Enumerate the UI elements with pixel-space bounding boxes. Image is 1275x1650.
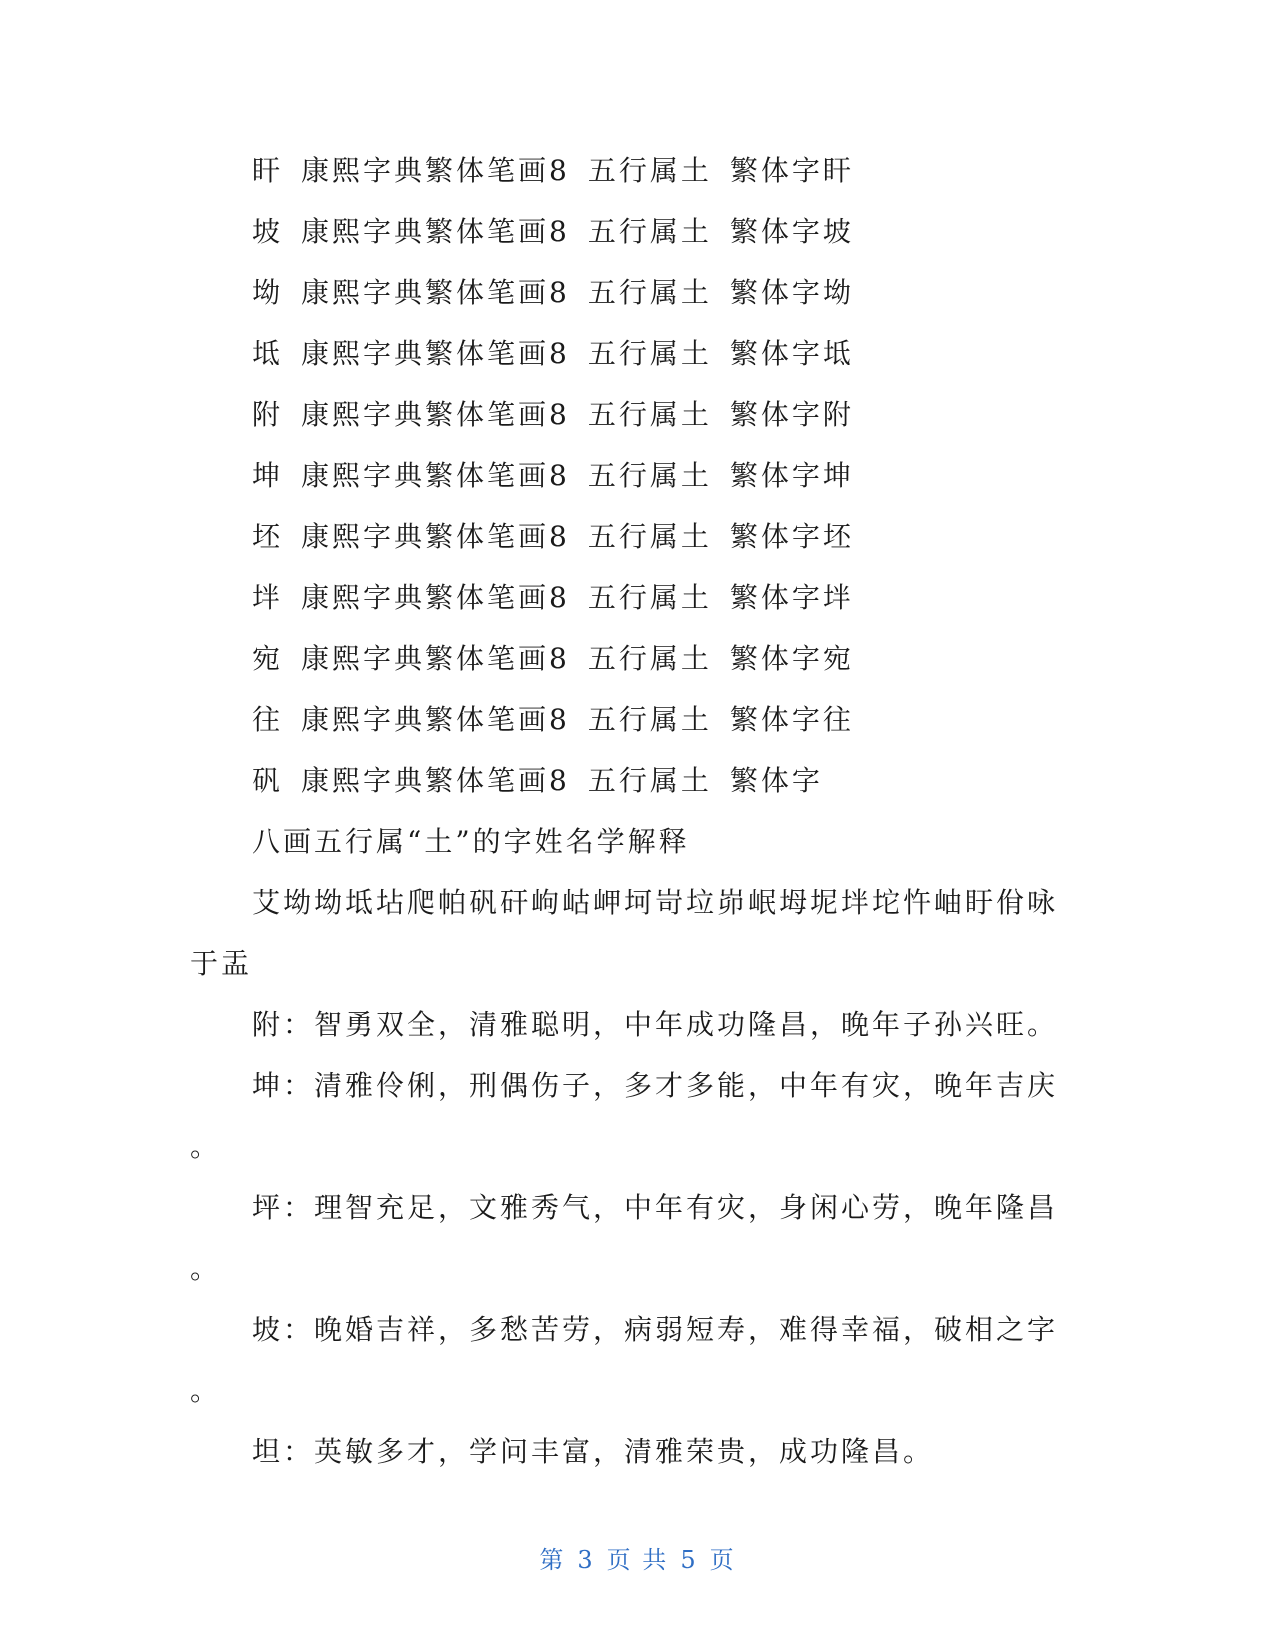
footer-suffix: 页	[709, 1546, 736, 1574]
char-entry	[190, 384, 1070, 445]
entry-element: 五行属土	[587, 215, 712, 248]
entry-element: 五行属土	[587, 154, 712, 187]
entry-char: 矾	[252, 764, 284, 797]
footer-mid: 页 共	[606, 1546, 669, 1574]
entry-element: 五行属土	[587, 398, 712, 431]
entry-trad: 繁体字盰	[729, 154, 854, 187]
entry-desc: 康熙字典繁体笔画8	[301, 215, 570, 248]
char-entry	[190, 445, 1070, 506]
explanation-continuation: 。	[190, 1252, 222, 1285]
entry-desc: 康熙字典繁体笔画8	[301, 459, 570, 492]
entry-desc: 康熙字典繁体笔画8	[301, 337, 570, 370]
entry-char: 往	[252, 703, 284, 736]
entry-desc: 康熙字典繁体笔画8	[301, 764, 570, 797]
footer-current-page: 3	[577, 1546, 595, 1574]
entry-char: 盰	[252, 154, 284, 187]
char-entry	[190, 750, 1070, 811]
char-entry	[190, 323, 1070, 384]
footer-total-pages: 5	[680, 1546, 698, 1574]
entry-element: 五行属土	[587, 642, 712, 675]
document-body	[190, 140, 1070, 1482]
char-entry	[190, 628, 1070, 689]
entry-char: 坤	[252, 459, 284, 492]
entry-desc: 康熙字典繁体笔画8	[301, 642, 570, 675]
entry-trad: 繁体字坢	[729, 581, 854, 614]
entry-element: 五行属土	[587, 337, 712, 370]
char-entry	[190, 262, 1070, 323]
char-entry	[190, 689, 1070, 750]
char-list-line-2: 于盂	[190, 947, 253, 980]
entry-trad: 繁体字坯	[729, 520, 854, 553]
entry-trad: 繁体字	[729, 764, 823, 797]
entry-char: 附	[252, 398, 284, 431]
entry-desc: 康熙字典繁体笔画8	[301, 703, 570, 736]
page-footer	[0, 1540, 1275, 1575]
entry-desc: 康熙字典繁体笔画8	[301, 154, 570, 187]
entry-char: 坡	[252, 215, 284, 248]
explanation-line: 坪：理智充足，文雅秀气，中年有灾，身闲心劳，晚年隆昌	[252, 1191, 1059, 1224]
entry-trad: 繁体字往	[729, 703, 854, 736]
entry-trad: 繁体字坡	[729, 215, 854, 248]
entry-element: 五行属土	[587, 581, 712, 614]
explanation-line: 坤：清雅伶俐，刑偶伤子，多才多能，中年有灾，晚年吉庆	[252, 1069, 1059, 1102]
entry-trad: 繁体字坳	[729, 276, 854, 309]
entry-trad: 繁体字坻	[729, 337, 854, 370]
entry-char: 坯	[252, 520, 284, 553]
entry-element: 五行属土	[587, 276, 712, 309]
entry-char: 坳	[252, 276, 284, 309]
footer-prefix: 第	[539, 1546, 566, 1574]
section-heading: 八画五行属“土”的字姓名学解释	[252, 825, 690, 858]
entry-trad: 繁体字宛	[729, 642, 854, 675]
entry-desc: 康熙字典繁体笔画8	[301, 581, 570, 614]
char-entry	[190, 201, 1070, 262]
entry-element: 五行属土	[587, 764, 712, 797]
entry-element: 五行属土	[587, 520, 712, 553]
entry-char: 坻	[252, 337, 284, 370]
explanation-continuation: 。	[190, 1374, 222, 1407]
char-entry	[190, 506, 1070, 567]
explanation-line: 坡：晚婚吉祥，多愁苦劳，病弱短寿，难得幸福，破相之字	[252, 1313, 1059, 1346]
char-entry	[190, 567, 1070, 628]
entry-char: 坢	[252, 581, 284, 614]
entry-desc: 康熙字典繁体笔画8	[301, 398, 570, 431]
entry-element: 五行属土	[587, 703, 712, 736]
explanation-line: 附：智勇双全，清雅聪明，中年成功隆昌，晚年子孙兴旺。	[252, 1008, 1059, 1041]
entry-desc: 康熙字典繁体笔画8	[301, 520, 570, 553]
entry-desc: 康熙字典繁体笔画8	[301, 276, 570, 309]
explanation-continuation: 。	[190, 1130, 222, 1163]
entry-element: 五行属土	[587, 459, 712, 492]
explanation-line: 坦：英敏多才，学问丰富，清雅荣贵，成功隆昌。	[252, 1435, 935, 1468]
entry-char: 宛	[252, 642, 284, 675]
entry-trad: 繁体字附	[729, 398, 854, 431]
char-entry	[190, 140, 1070, 201]
entry-trad: 繁体字坤	[729, 459, 854, 492]
char-list-line-1: 艾坳坳坻坫爬帕矾矸岣岵岬坷岢垃峁岷坶坭坢坨忤岫盱佾咏	[252, 886, 1059, 919]
